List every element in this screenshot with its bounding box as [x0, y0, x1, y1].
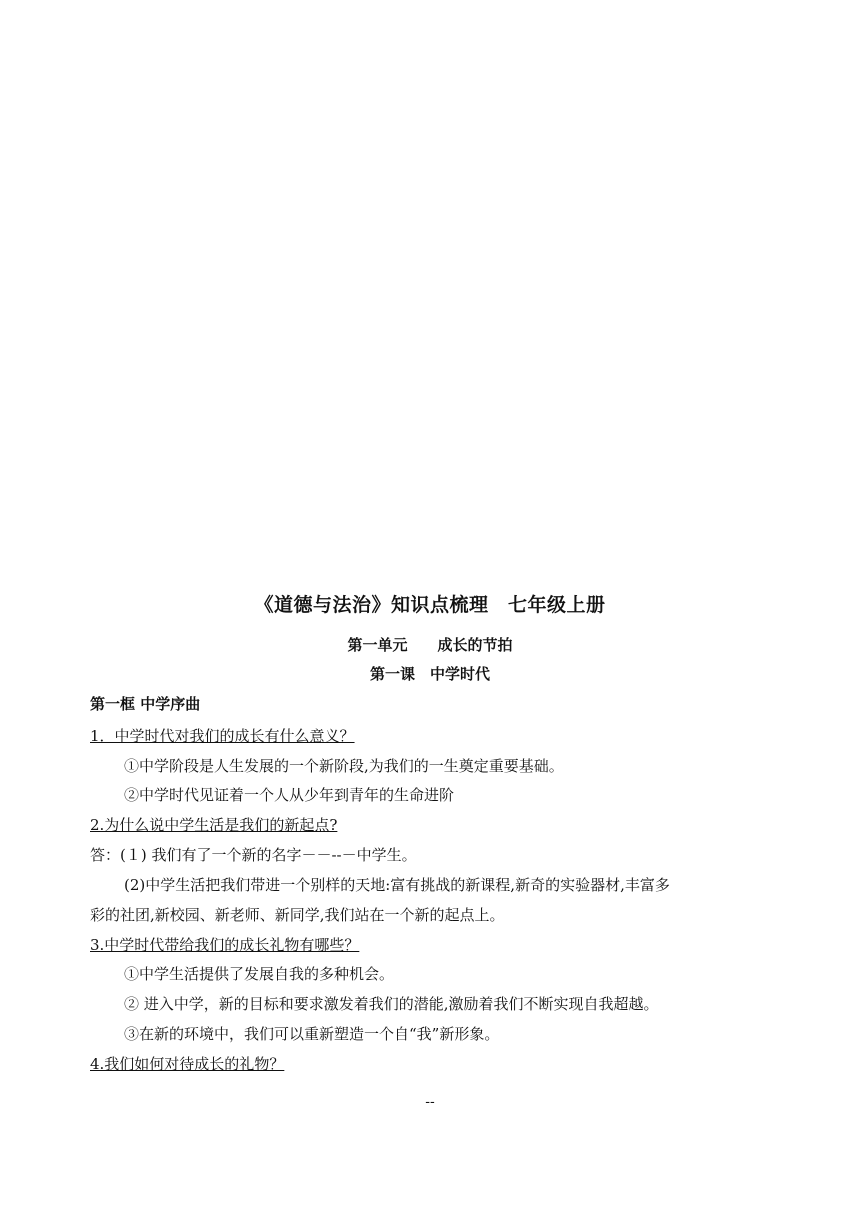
- answer-3-3: ③在新的环境中，我们可以重新塑造一个自“我”新形象。: [124, 1025, 500, 1043]
- question-3: 3.中学时代带给我们的成长礼物有哪些？: [90, 936, 360, 954]
- answer-2-2: (2)中学生活把我们带进一个别样的天地:富有挑战的新课程,新奇的实验器材,丰富多: [124, 876, 670, 894]
- question-2: 2.为什么说中学生活是我们的新起点?: [90, 816, 338, 834]
- answer-2-1: 答：(１) 我们有了一个新的名字－－--－中学生。: [90, 846, 417, 864]
- answer-1-2: ②中学时代见证着一个人从少年到青年的生命进阶: [124, 786, 455, 804]
- answer-2-2-cont: 彩的社团,新校园、新老师、新同学,我们站在一个新的起点上。: [90, 906, 505, 924]
- answer-3-2: ② 进入中学，新的目标和要求激发着我们的潜能,激励着我们不断实现自我超越。: [124, 995, 659, 1013]
- page-footer: --: [425, 1094, 435, 1110]
- unit-heading: 第一单元 成长的节拍: [347, 636, 513, 654]
- document-title: 《道德与法治》知识点梳理 七年级上册: [254, 594, 606, 616]
- answer-3-1: ①中学生活提供了发展自我的多种机会。: [124, 965, 395, 983]
- question-4: 4.我们如何对待成长的礼物？: [90, 1055, 285, 1073]
- answer-1-1: ①中学阶段是人生发展的一个新阶段,为我们的一生奠定重要基础。: [124, 757, 564, 775]
- question-1: 1．中学时代对我们的成长有什么意义？: [90, 727, 355, 745]
- lesson-heading: 第一课 中学时代: [369, 665, 490, 683]
- frame-heading: 第一框 中学序曲: [90, 695, 201, 713]
